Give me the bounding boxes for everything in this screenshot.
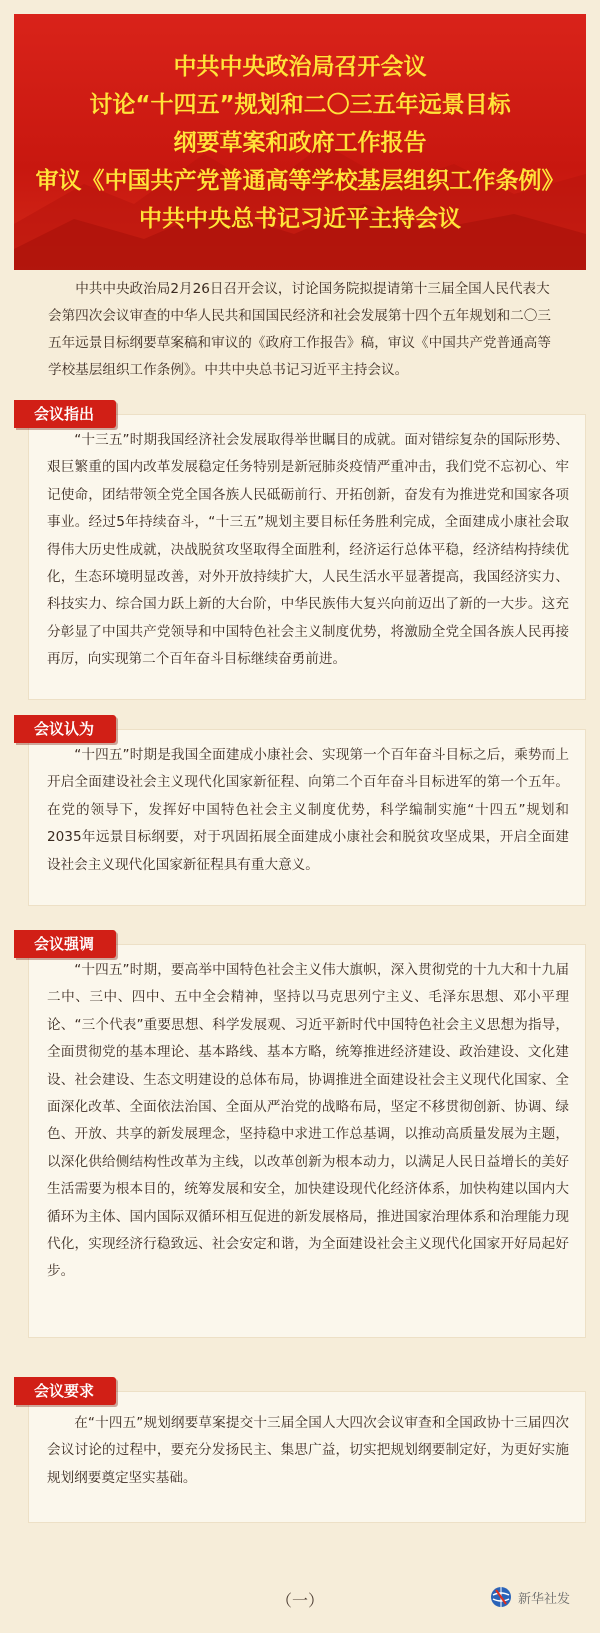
xinhua-globe-icon <box>490 1586 512 1608</box>
title-line-4: 审议《中国共产党普通高等学校基层组织工作条例》 <box>35 168 565 194</box>
section-box <box>28 1391 586 1523</box>
title-line-5: 中共中央总书记习近平主持会议 <box>139 206 461 232</box>
section-label: 会议指出 <box>14 400 116 428</box>
title-line-3: 纲要草案和政府工作报告 <box>173 130 427 156</box>
header-title <box>14 48 586 238</box>
header-banner <box>14 14 586 270</box>
section-text: “十三五”时期我国经济社会发展取得举世瞩目的成就。面对错综复杂的国际形势、艰巨繁重的国内改革发展稳定任务特别是新冠肺炎疫情严重冲击，我们党不忘初心、牢记使命，团结带领全党全国各族人民砥砺前行、开拓创新，奋发有为推进党和国家各项事业。经过5年持续奋斗，“十三五”规划主要目标任务胜利完成，全面建成小康社会取得伟大历史性成就，决战脱贫攻坚取得全面胜利，经济运行总体平稳，经济结构持续优化，生态环境明显改善，对外开放持续扩大，人民生活水平显著提高，我国经济实力、科技实力、综合国力跃上新的大台阶，中华民族伟大复兴向前迈出了新的一大步。这充分彰显了中国共产党领导和中国特色社会主义制度优势，将激励全党全国各族人民再接再厉，向实现第二个百年奋斗目标继续奋勇前进。 <box>47 432 569 668</box>
section-box <box>28 414 586 700</box>
section-box <box>28 729 586 906</box>
page-marker: （一） <box>275 1591 324 1610</box>
section-label: 会议认为 <box>14 715 116 743</box>
section-text: “十四五”时期，要高举中国特色社会主义伟大旗帜，深入贯彻党的十九大和十九届二中、三中、四中、五中全会精神，坚持以马克思列宁主义、毛泽东思想、邓小平理论、“三个代表”重要思想、科学发展观、习近平新时代中国特色社会主义思想为指导，全面贯彻党的基本理论、基本路线、基本方略，统筹推进经济建设、政治建设、文化建设、社会建设、生态文明建设的总体布局，协调推进全面建设社会主义现代化国家、全面深化改革、全面依法治国、全面从严治党的战略布局，坚定不移贯彻创新、协调、绿色、开放、共享的新发展理念，坚持稳中求进工作总基调，以推动高质量发展为主题，以深化供给侧结构性改革为主线，以改革创新为根本动力，以满足人民日益增长的美好生活需要为根本目的，统筹发展和安全，加快建设现代化经济体系，加快构建以国内大循环为主体、国内国际双循环相互促进的新发展格局，推进国家治理体系和治理能力现代化，实现经济行稳致远、社会安定和谐，为全面建设社会主义现代化国家开好局起好步。 <box>47 962 569 1280</box>
title-line-2: 讨论“十四五”规划和二〇三五年远景目标 <box>89 92 511 118</box>
section-label: 会议强调 <box>14 930 116 958</box>
section-box <box>28 944 586 1338</box>
intro-paragraph: 中共中央政治局2月26日召开会议，讨论国务院拟提请第十三届全国人民代表大会第四次会议审查的中华人民共和国国民经济和社会发展第十四个五年规划和二〇三五年远景目标纲要草案稿和审议的《政府工作报告》稿，审议《中国共产党普通高等学校基层组织工作条例》。中共中央总书记习近平主持会议。 <box>48 281 551 378</box>
brand-mark <box>490 1586 570 1608</box>
section-label: 会议要求 <box>14 1377 116 1405</box>
section-text: 在“十四五”规划纲要草案提交十三届全国人大四次会议审查和全国政协十三届四次会议讨论的过程中，要充分发扬民主、集思广益，切实把规划纲要制定好，为更好实施规划纲要奠定坚实基础。 <box>47 1415 569 1486</box>
title-line-1: 中共中央政治局召开会议 <box>173 54 427 80</box>
section-text: “十四五”时期是我国全面建成小康社会、实现第一个百年奋斗目标之后，乘势而上开启全面建设社会主义现代化国家新征程、向第二个百年奋斗目标进军的第一个五年。在党的领导下，发挥好中国特色社会主义制度优势，科学编制实施“十四五”规划和2035年远景目标纲要，对于巩固拓展全面建成小康社会和脱贫攻坚成果，开启全面建设社会主义现代化国家新征程具有重大意义。 <box>47 747 569 873</box>
brand-text: 新华社发 <box>517 1591 570 1607</box>
